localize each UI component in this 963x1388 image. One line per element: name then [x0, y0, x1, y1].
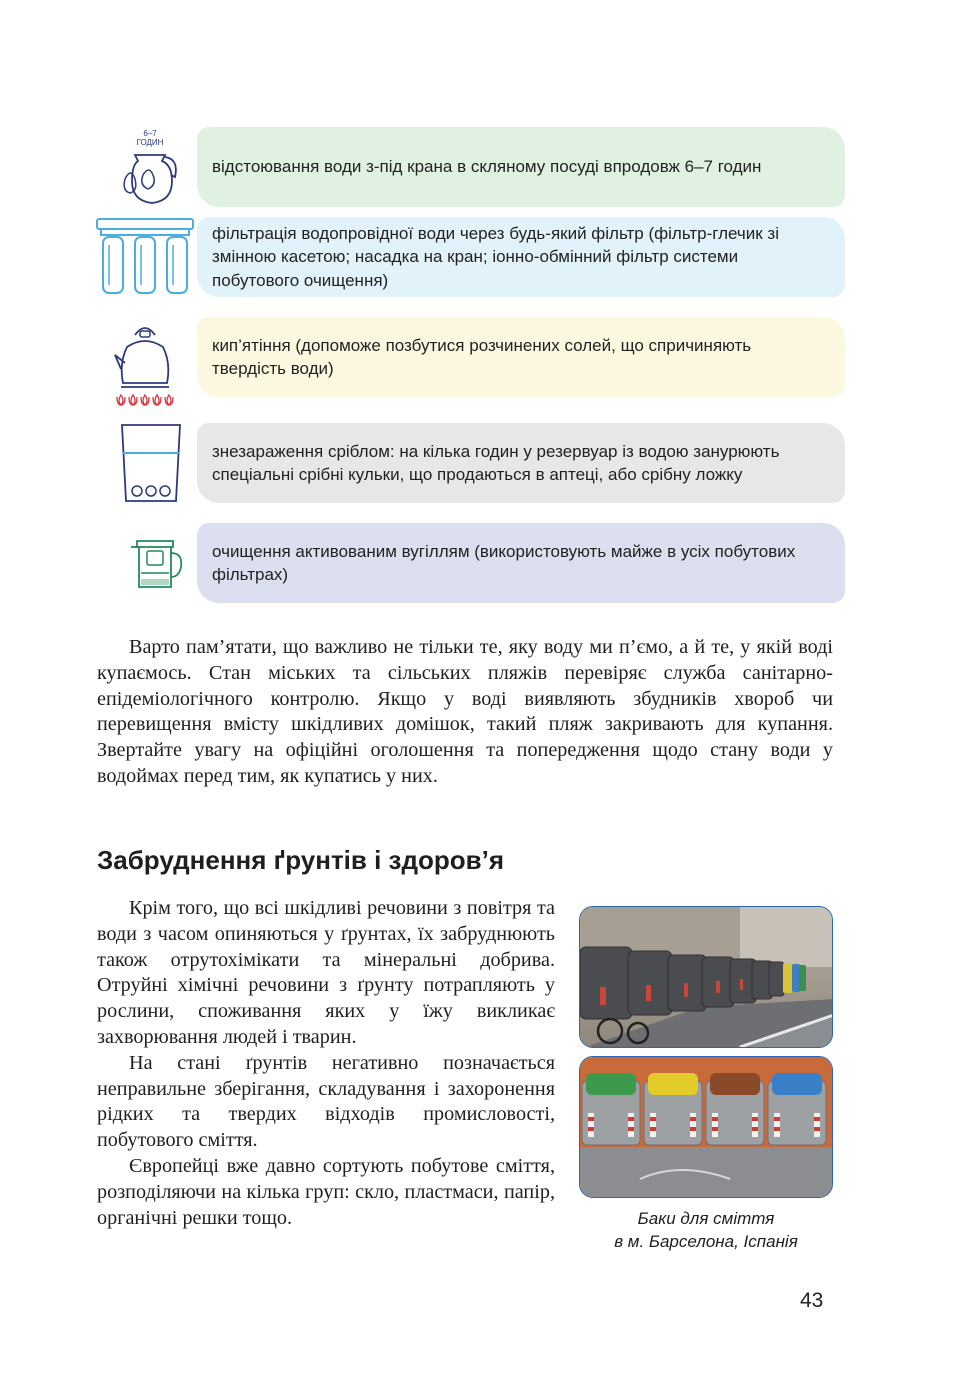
page-number: 43	[800, 1289, 824, 1312]
caption-line-1: Баки для сміття	[637, 1209, 775, 1228]
method-text-carbon: очищення активованим вугіллям (використовують майже в усіх побутових фільтрах)	[212, 541, 796, 584]
paragraph-beaches-text: Варто пам’ятати, що важливо не тільки те, яку воду ми п’ємо, а й те, у якій воді купаємось. Стан міських та сільських пляжів перевіряє служба санітарно-епідеміологічного контролю. Якщо у воді виявляють збудників хвороб чи перевищення вмісту шкідливих домішок, такий пляж закривають для купання. Звертайте увагу на офіційні оголошення та попередження щодо стану води у водоймах перед тим, як купатись у них.	[97, 636, 833, 787]
jug-settling-icon	[95, 127, 195, 207]
method-box-silver	[197, 423, 845, 503]
method-row-boiling	[95, 317, 845, 409]
method-box-carbon	[197, 523, 845, 603]
method-row-filtration	[95, 217, 845, 297]
method-text-boiling: кип’ятіння (допоможе позбутися розчинених солей, що спричиняють твердість води)	[212, 335, 752, 378]
soil-text-column	[97, 896, 555, 1231]
photo-bins-colored	[579, 1056, 833, 1198]
soil-paragraph-1: Крім того, що всі шкідливі речовини з повітря та води з часом опиняються у ґрунтах, їх забруднюють також отрутохімікати та мінеральні добрива. Отруйні хімічні речовини з ґрунту потрапляють у рослини, споживання яких у їжу викликає захворювання людей і тварин.	[97, 897, 555, 1048]
method-row-settling	[95, 127, 845, 207]
paragraph-beaches	[97, 635, 833, 790]
method-text-silver: знезараження сріблом: на кілька годин у резервуар із водою занурюють спеціальні срібні кульки, що продаються в аптеці, або срібну ложку	[212, 441, 780, 484]
filter-system-icon	[95, 217, 195, 297]
method-row-carbon	[95, 523, 845, 603]
filter-jug-icon	[95, 523, 195, 603]
soil-paragraph-2: На стані ґрунтів негативно позначається неправильне зберігання, складування і захоронення рідких та твердих відходів промисловості, побутового сміття.	[97, 1051, 555, 1152]
icon-hours-number: 6–7	[143, 129, 157, 138]
method-box-settling	[197, 127, 845, 207]
kettle-boiling-icon	[95, 317, 195, 409]
section-heading: Забруднення ґрунтів і здоров’я	[97, 845, 505, 875]
photo-bins-street	[579, 906, 833, 1048]
photo-caption	[579, 1207, 833, 1253]
method-row-silver	[95, 423, 845, 503]
caption-line-2: в м. Барселона, Іспанія	[614, 1232, 798, 1251]
glass-silver-balls-icon	[95, 423, 195, 503]
method-text-settling: відстоювання води з-під крана в скляному посуді впродовж 6–7 годин	[212, 157, 762, 177]
method-text-filtration: фільтрація водопровідної води через будь-який фільтр (фільтр-глечик зі змінною касетою; насадка на кран; іонно-обмінний фільтр системи побутового очищення)	[212, 223, 779, 290]
method-box-filtration	[197, 217, 845, 297]
soil-paragraph-3: Європейці вже давно сортують побутове сміття, розподіляючи на кілька груп: скло, пластмаси, папір, органічні решки тощо.	[97, 1154, 555, 1229]
icon-hours-word: ГОДИН	[136, 138, 164, 147]
method-box-boiling	[197, 317, 845, 397]
